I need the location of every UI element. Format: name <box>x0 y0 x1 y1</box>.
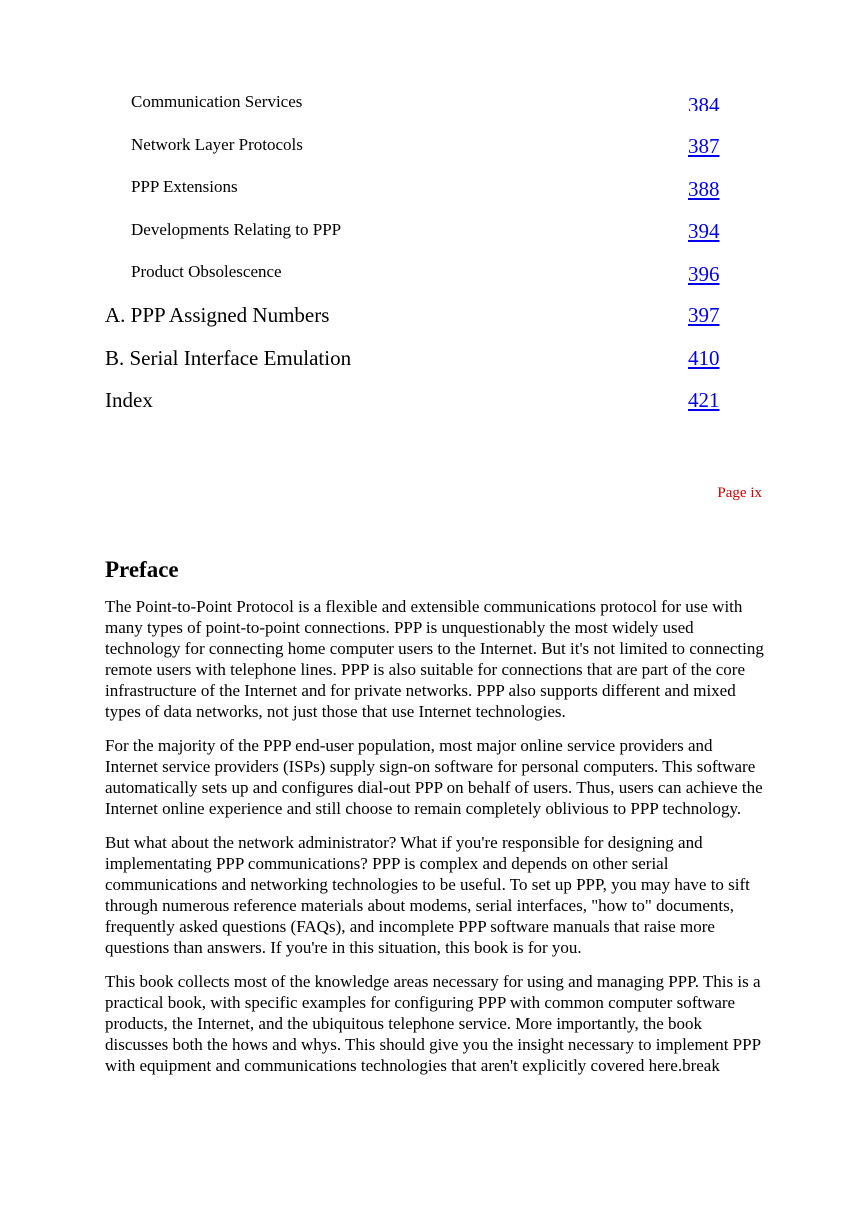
toc-entry-label: Communication Services <box>131 92 303 111</box>
toc-entry-label: B. Serial Interface Emulation <box>105 346 352 370</box>
toc-entry <box>0 219 868 249</box>
toc-entry-label: Network Layer Protocols <box>131 135 303 154</box>
toc-entry <box>0 176 868 206</box>
toc-page-link[interactable]: 388 <box>688 177 720 201</box>
paragraph: This book collects most of the knowledge areas necessary for using and managing PPP. This is a practical book, with specific examples for configuring PPP with common computer software products, the Internet, and the ubiquitous telephone service. More importantly, the book discusses both the hows and whys. This should give you the insight necessary to implement PPP with equipment and communications technologies that aren't explicitly covered here.break <box>105 972 761 1075</box>
toc-entry-label: PPP Extensions <box>131 177 238 196</box>
toc-page-link[interactable]: 421 <box>688 388 720 412</box>
toc-entry-label: A. PPP Assigned Numbers <box>105 303 330 327</box>
paragraph: For the majority of the PPP end-user population, most major online service providers and Internet service providers (ISPs) supply sign-on software for personal computers. This software automatically sets up and configures dial-out PPP on behalf of users. Thus, users can achieve the Internet online experience and still choose to remain completely oblivious to PPP technology. <box>105 736 763 818</box>
toc-entry-label: Product Obsolescence <box>131 262 282 281</box>
toc-page-link[interactable]: 384 <box>688 93 720 111</box>
toc-clipped-region <box>0 0 868 111</box>
page-marker: Page ix <box>717 485 762 501</box>
toc-page-link[interactable]: 410 <box>688 346 720 370</box>
toc-page-link[interactable]: 397 <box>688 303 720 327</box>
toc-entry <box>0 92 868 111</box>
toc-page-link[interactable]: 394 <box>688 219 720 243</box>
paragraph: The Point-to-Point Protocol is a flexible and extensible communications protocol for use with many types of point-to-point connections. PPP is unquestionably the most widely used technology for connecting home computer users to the Internet. But it's not limited to connecting remote users with telephone lines. PPP is also suitable for connections that are part of the core infrastructure of the Internet and for private networks. PPP also supports different and mixed types of data networks, not just those that use Internet technologies. <box>105 597 764 721</box>
toc-entry <box>0 303 868 333</box>
section-heading: Preface <box>105 557 179 582</box>
toc-entry <box>0 134 868 164</box>
toc-page-link[interactable]: 396 <box>688 262 720 286</box>
toc-entry <box>0 388 868 418</box>
toc-entry <box>0 346 868 376</box>
paragraph: But what about the network administrator? What if you're responsible for designing and implementating PPP communications? PPP is complex and depends on other serial communications and networking technologies to be useful. To set up PPP, you may have to sift through numerous reference materials about modems, serial interfaces, "how to" documents, frequently asked questions (FAQs), and incomplete PPP software manuals that raise more questions than answers. If you're in this situation, this book is for you. <box>105 833 750 957</box>
toc-entry-label: Developments Relating to PPP <box>131 220 342 239</box>
preface-body <box>105 596 767 1089</box>
toc-entry-label: Index <box>105 388 153 412</box>
toc-page-link[interactable]: 387 <box>688 134 720 158</box>
toc-entry <box>0 261 868 291</box>
